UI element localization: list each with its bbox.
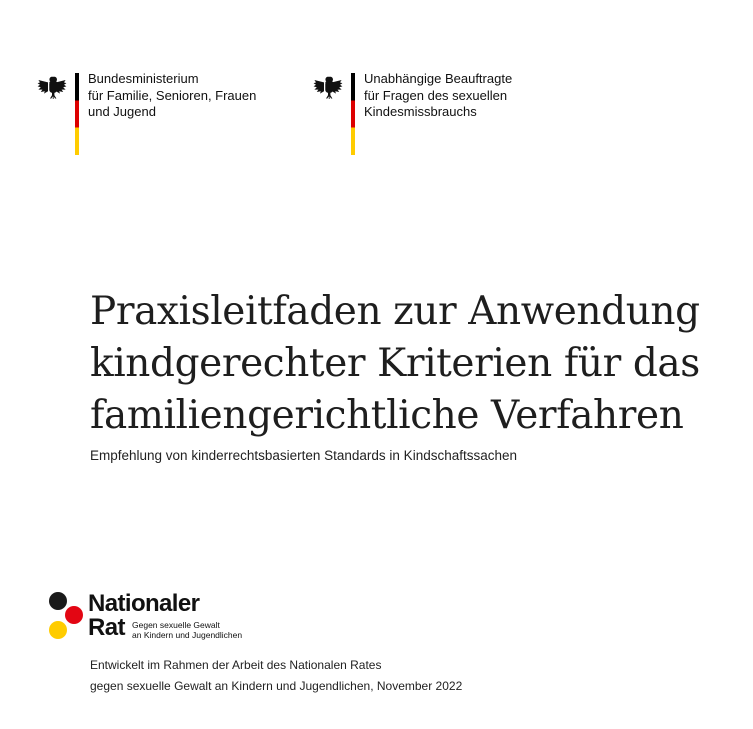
- ministry-name-line: Bundesministerium: [88, 71, 199, 86]
- title-line: kindgerechter Kriterien für das: [90, 341, 700, 386]
- commissioner-logo-ubskm: [312, 70, 572, 156]
- document-title: [90, 286, 730, 442]
- ministry-logo-bmfsfj: [36, 70, 296, 156]
- ministry-name-line: für Familie, Senioren, Frauen: [88, 87, 257, 103]
- council-tagline-line: Gegen sexuelle Gewalt: [132, 620, 220, 630]
- council-name-line1: Nationaler: [88, 590, 200, 617]
- federal-eagle-icon: [312, 72, 344, 104]
- document-subtitle: Empfehlung von kinderrechtsbasierten Standards in Kindschaftssachen: [90, 448, 518, 463]
- council-tagline: [132, 620, 242, 640]
- footer-line: Entwickelt im Rahmen der Arbeit des Nationalen Rates: [90, 658, 382, 672]
- commissioner-name-line: für Fragen des sexuellen: [364, 87, 508, 103]
- council-tagline-line: an Kindern und Jugendlichen: [132, 630, 243, 640]
- commissioner-name-line: Kindesmissbrauchs: [364, 104, 477, 119]
- council-dots-icon: [48, 590, 86, 642]
- footer-note: [90, 655, 462, 697]
- flag-bar: [75, 73, 79, 155]
- council-name-line2: Rat: [88, 614, 125, 641]
- title-line: Praxisleitfaden zur Anwendung: [90, 289, 700, 334]
- nationaler-rat-logo: [48, 590, 308, 642]
- title-line: familiengerichtliche Verfahren: [90, 393, 684, 438]
- commissioner-name-line: Unabhängige Beauftragte: [364, 71, 513, 86]
- flag-bar: [351, 73, 355, 155]
- commissioner-name: [364, 71, 512, 121]
- ministry-name-line: und Jugend: [88, 104, 156, 119]
- footer-line: gegen sexuelle Gewalt an Kindern und Jugendlichen, November 2022: [90, 679, 463, 693]
- federal-eagle-icon: [36, 72, 68, 104]
- ministry-name: [88, 71, 256, 121]
